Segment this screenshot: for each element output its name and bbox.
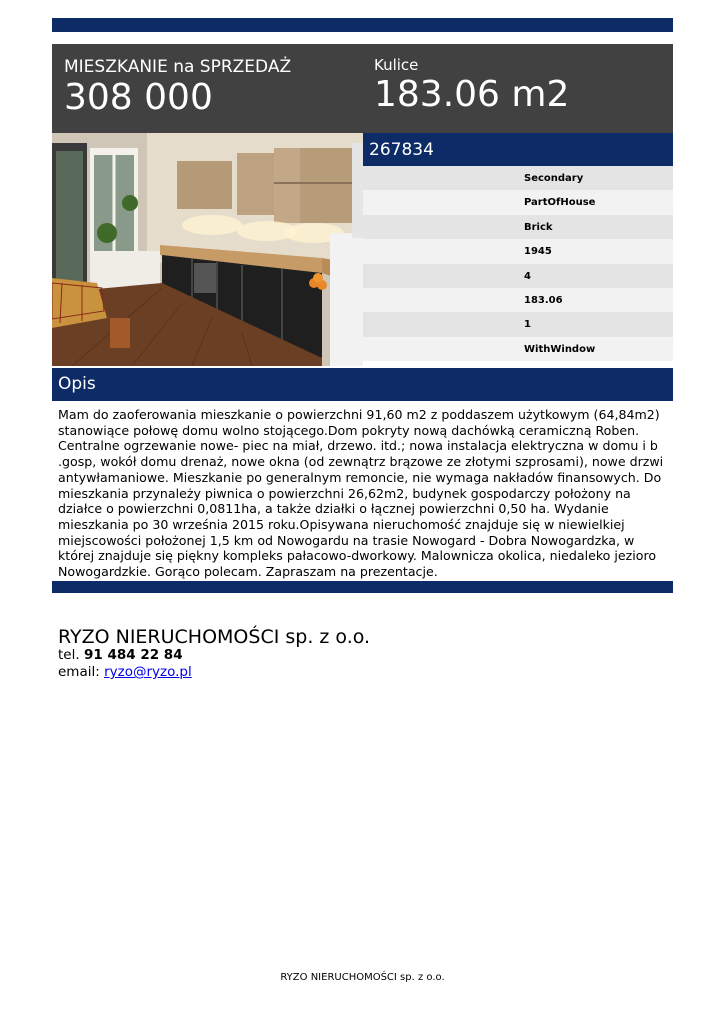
- bottom-accent-bar: [52, 581, 673, 593]
- param-row-area: [363, 288, 673, 312]
- listing-header: [52, 44, 673, 133]
- param-value: 4: [524, 270, 531, 282]
- email-label: email:: [58, 664, 100, 680]
- property-photo: [52, 133, 363, 366]
- agency-email: [58, 664, 192, 680]
- top-accent-bar: [52, 18, 673, 32]
- agency-name: RYZO NIERUCHOMOŚCI sp. z o.o.: [58, 626, 371, 648]
- phone-number: 91 484 22 84: [83, 647, 183, 663]
- param-value: 183.06: [524, 294, 563, 306]
- description-text: Mam do zaoferowania mieszkanie o powierzchni 91,60 m2 z poddaszem użytkowym (64,84m2) stanowiące połowę domu wolno stojącego.Dom pokryty nową dachówką ceramiczną Roben. Centralne ogrzewanie nowe- piec na miał, drzewo. itd.; nowa instalacja elektryczna w domu i b .gosp, wokół domu drenaż, nowe okna (od zewnątrz brązowe ze złotymi szprosami), nowe drzwi antywłamaniowe. Mieszkanie po generalnym remoncie, nie wymaga nakładów finansowych. Do mieszkania przynależy piwnica o powierzchni 26,62m2, budynek gospodarczy położony na działce o powierzchni 0,0811ha, a także działki o łącznej powierzchni 0,50 ha. Wydanie mieszkania po 30 września 2015 roku.Opisywana nieruchomość znajduje się w niewielkiej miejscowości położonej 1,5 km od Nowogardu na trasie Nowogard - Dobra Nowogardzka, w której znajduje się piękny kompleks pałacowo-dworkowy. Malownicza okolica, niedaleko jezioro Nowogardzkie. Gorąco polecam. Zapraszam na prezentacje.: [58, 407, 664, 580]
- param-value: WithWindow: [524, 343, 596, 355]
- param-row-kitchen: [363, 337, 673, 361]
- param-row-floor: [363, 312, 673, 336]
- param-row-building-type: [363, 190, 673, 214]
- param-value: 1945: [524, 246, 552, 258]
- listing-type: MIESZKANIE na SPRZEDAŻ: [64, 57, 292, 77]
- listing-city: Kulice: [374, 56, 419, 74]
- agency-phone: [58, 647, 183, 663]
- email-link[interactable]: ryzo@ryzo.pl: [104, 664, 192, 680]
- param-row-material: [363, 215, 673, 239]
- description-header: [52, 368, 673, 401]
- phone-label: tel.: [58, 647, 80, 663]
- page-footer: RYZO NIERUCHOMOŚCI sp. z o.o.: [280, 972, 445, 983]
- param-value: PartOfHouse: [524, 197, 596, 209]
- listing-id-bar: [363, 133, 673, 166]
- listing-area: 183.06 m2: [374, 74, 570, 115]
- param-row-market: [363, 166, 673, 190]
- param-value: 1: [524, 319, 531, 331]
- param-value: Brick: [524, 221, 553, 233]
- param-value: Secondary: [524, 173, 584, 184]
- description-heading: Opis: [58, 374, 96, 394]
- parameters-table: [363, 166, 673, 361]
- listing-price: 308 000: [64, 77, 213, 118]
- param-row-rooms: [363, 264, 673, 288]
- param-row-year: [363, 239, 673, 263]
- listing-id: 267834: [369, 140, 434, 160]
